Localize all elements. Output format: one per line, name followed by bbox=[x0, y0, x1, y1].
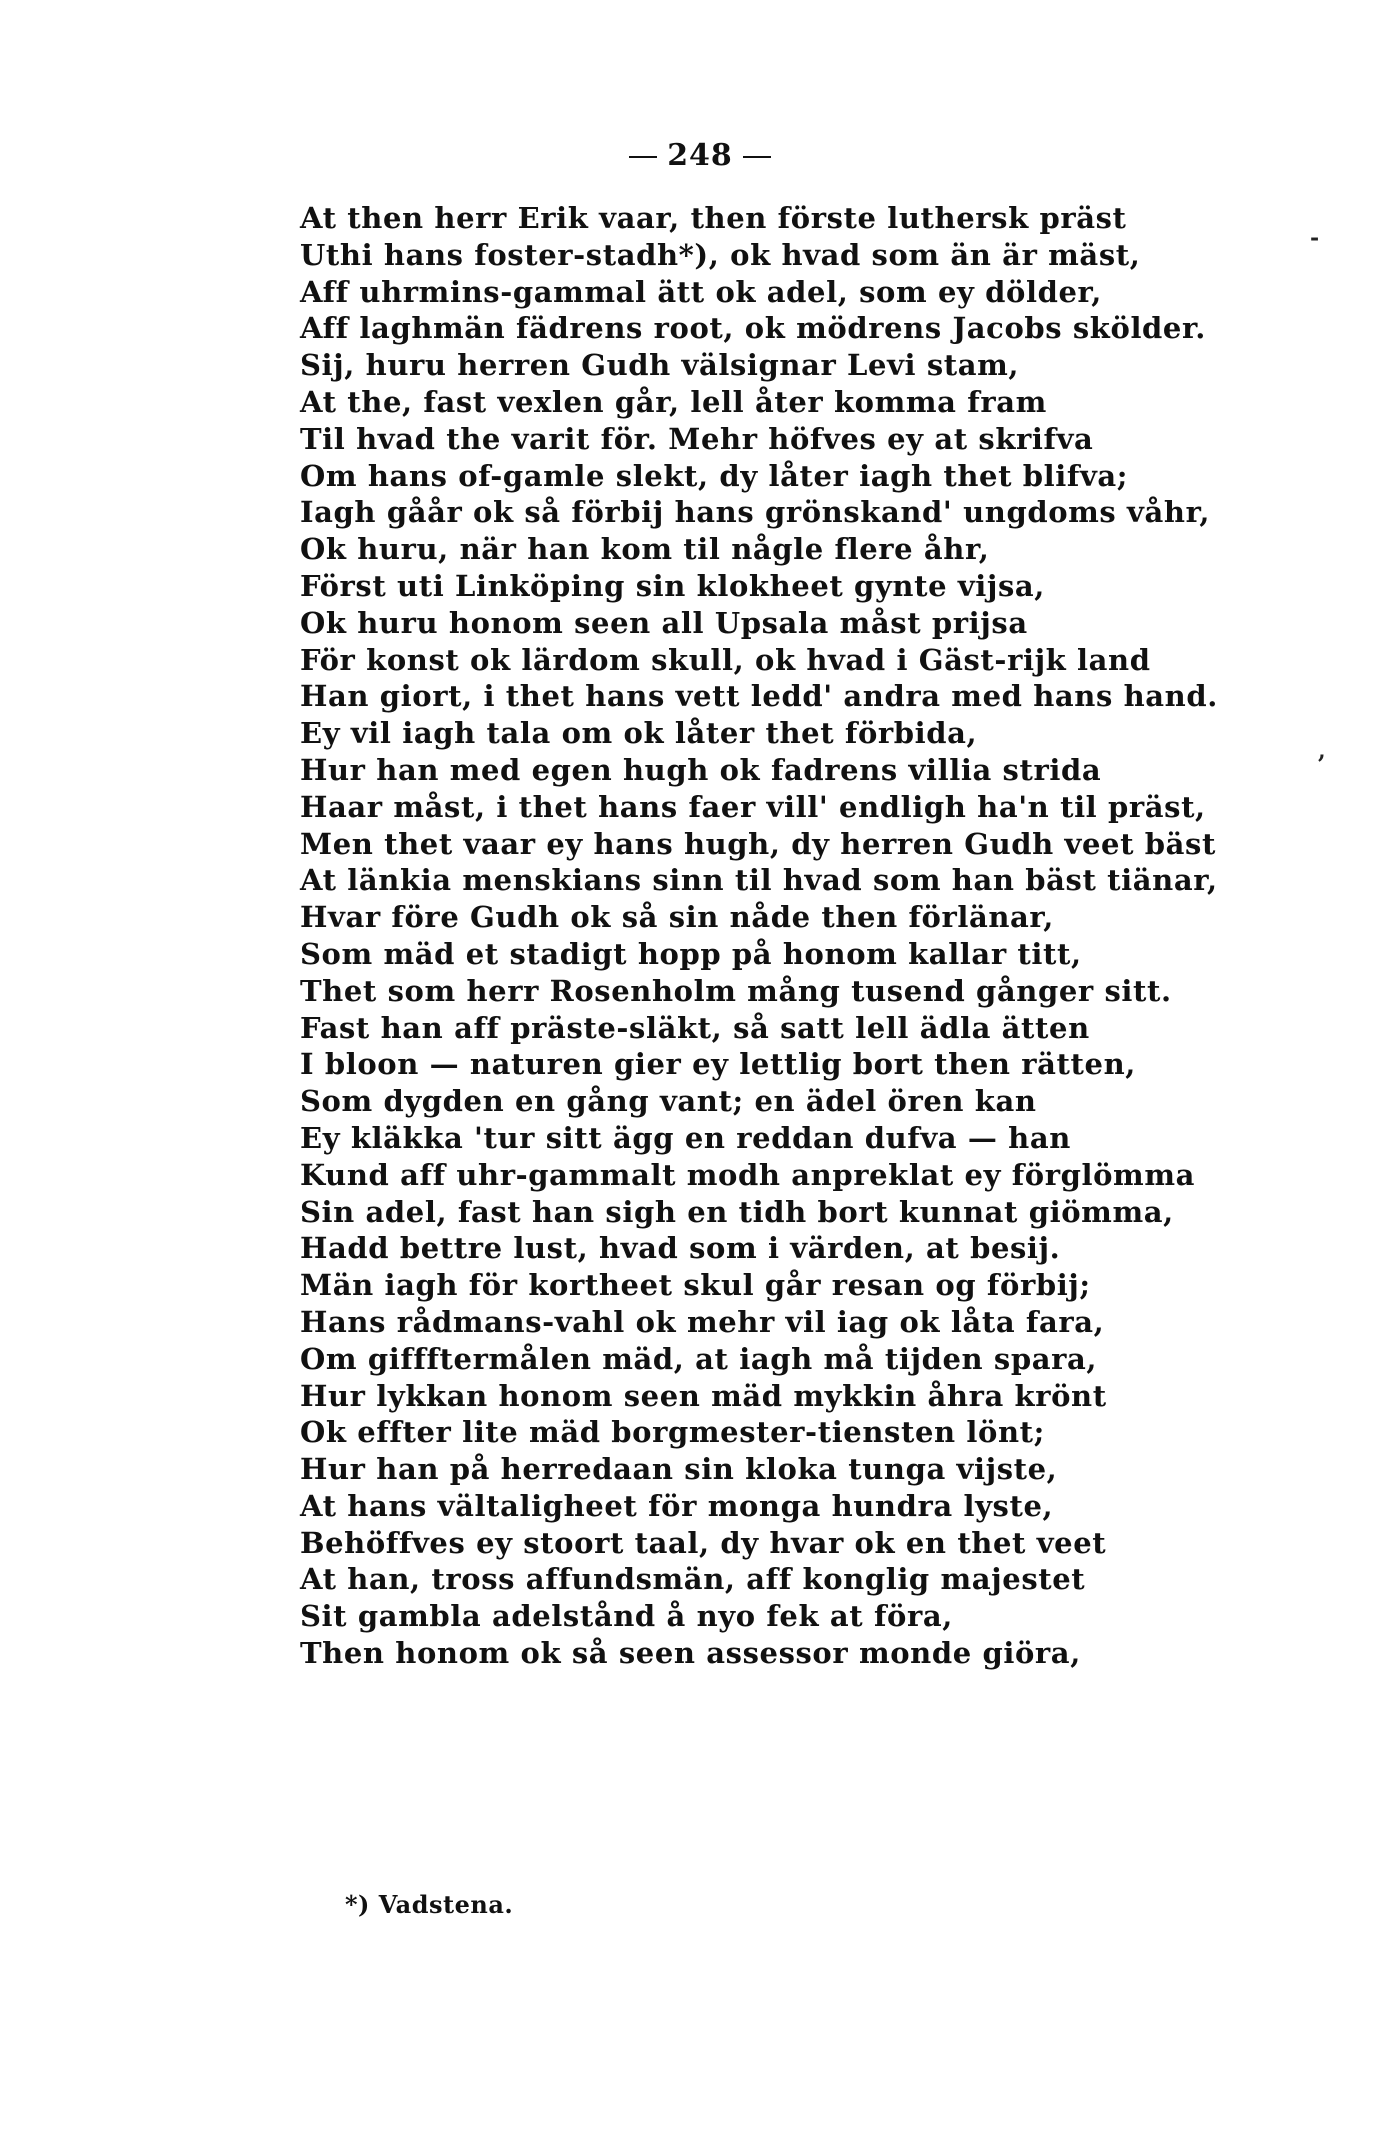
right-dash bbox=[743, 156, 771, 158]
poem-line: Ey vil iagh tala om ok låter thet förbida, bbox=[300, 716, 978, 751]
poem-line: At länkia menskians sinn til hvad som han bäst tiänar, bbox=[300, 863, 1218, 898]
poem-line: Men thet vaar ey hans hugh, dy herren Gudh veet bäst bbox=[300, 826, 1216, 861]
poem-line: Som mäd et stadigt hopp på honom kallar titt, bbox=[300, 936, 1082, 971]
poem-line: Kund aff uhr-gammalt modh anpreklat ey förglömma bbox=[300, 1157, 1196, 1192]
poem-line: At hans vältaligheet för monga hundra lyste, bbox=[300, 1488, 1054, 1523]
poem-line: Aff uhrmins-gammal ätt ok adel, som ey dölder, bbox=[300, 274, 1102, 309]
poem-line: Then honom ok så seen assessor monde giöra, bbox=[300, 1636, 1081, 1671]
poem-line: Hur han med egen hugh ok fadrens villia strida bbox=[300, 752, 1102, 787]
poem-line: I bloon — naturen gier ey lettlig bort then rätten, bbox=[300, 1047, 1136, 1082]
poem-line: At han, tross affundsmän, aff konglig majestet bbox=[300, 1562, 1086, 1597]
poem-line: Män iagh för kortheet skul går resan og förbij; bbox=[300, 1268, 1091, 1303]
poem-line: Som dygden en gång vant; en ädel ören kan bbox=[300, 1084, 1037, 1119]
poem-line: Iagh gåår ok så förbij hans grönskand' ungdoms våhr, bbox=[300, 495, 1211, 530]
poem-line: Ey kläkka 'tur sitt ägg en reddan dufva — han bbox=[300, 1120, 1071, 1155]
poem-line: Behöffves ey stoort taal, dy hvar ok en thet veet bbox=[300, 1525, 1107, 1560]
poem-line: Sij, huru herren Gudh välsignar Levi stam, bbox=[300, 348, 1020, 383]
poem-line: Hans rådmans-vahl ok mehr vil iag ok låta fara, bbox=[300, 1304, 1105, 1339]
poem-line: Fast han aff präste-släkt, så satt lell ädla ätten bbox=[300, 1010, 1090, 1045]
poem-line: Til hvad the varit för. Mehr höfves ey at skrifva bbox=[300, 421, 1094, 456]
poem-line: Hur lykkan honom seen mäd mykkin åhra krönt bbox=[300, 1378, 1107, 1413]
margin-mark: - bbox=[1310, 225, 1320, 251]
poem-line: Om hans of-gamle slekt, dy låter iagh thet blifva; bbox=[300, 458, 1129, 493]
poem-line: Om giffftermålen mäd, at iagh må tijden spara, bbox=[300, 1341, 1098, 1376]
page-number: 248 bbox=[667, 138, 733, 173]
poem-line: Thet som herr Rosenholm mång tusend gånger sitt. bbox=[300, 973, 1172, 1008]
poem-line: Hadd bettre lust, hvad som i värden, at besij. bbox=[300, 1231, 1061, 1266]
poem-line: Aff laghmän fädrens root, ok mödrens Jacobs skölder. bbox=[300, 311, 1206, 346]
margin-mark: , bbox=[1318, 738, 1326, 764]
poem-line: Sit gambla adelstånd å nyo fek at föra, bbox=[300, 1599, 953, 1634]
poem-line: Ok effter lite mäd borgmester-tiensten lönt; bbox=[300, 1415, 1045, 1450]
poem-line: At the, fast vexlen går, lell åter komma fram bbox=[300, 384, 1047, 419]
poem-line: Haar måst, i thet hans faer vill' endligh ha'n til präst, bbox=[300, 789, 1206, 824]
poem-line: Sin adel, fast han sigh en tidh bort kunnat giömma, bbox=[300, 1194, 1174, 1229]
poem-line: Hur han på herredaan sin kloka tunga vijste, bbox=[300, 1452, 1058, 1487]
poem-line: Ok huru, när han kom til någle flere åhr, bbox=[300, 532, 990, 567]
poem-line: För konst ok lärdom skull, ok hvad i Gäst-rijk land bbox=[300, 642, 1151, 677]
left-dash bbox=[629, 156, 657, 158]
poem-line: Uthi hans foster-stadh*), ok hvad som än är mäst, bbox=[300, 237, 1141, 272]
page-number-header bbox=[0, 138, 1400, 173]
poem-text bbox=[300, 200, 1300, 1672]
poem-line: Först uti Linköping sin klokheet gynte vijsa, bbox=[300, 568, 1045, 603]
poem-line: Hvar före Gudh ok så sin nåde then förlänar, bbox=[300, 900, 1054, 935]
poem-line: Han giort, i thet hans vett ledd' andra med hans hand. bbox=[300, 679, 1218, 714]
footnote: *) Vadstena. bbox=[345, 1890, 514, 1919]
poem-line: Ok huru honom seen all Upsala måst prijsa bbox=[300, 605, 1028, 640]
poem-line: At then herr Erik vaar, then förste luthersk präst bbox=[300, 201, 1127, 235]
